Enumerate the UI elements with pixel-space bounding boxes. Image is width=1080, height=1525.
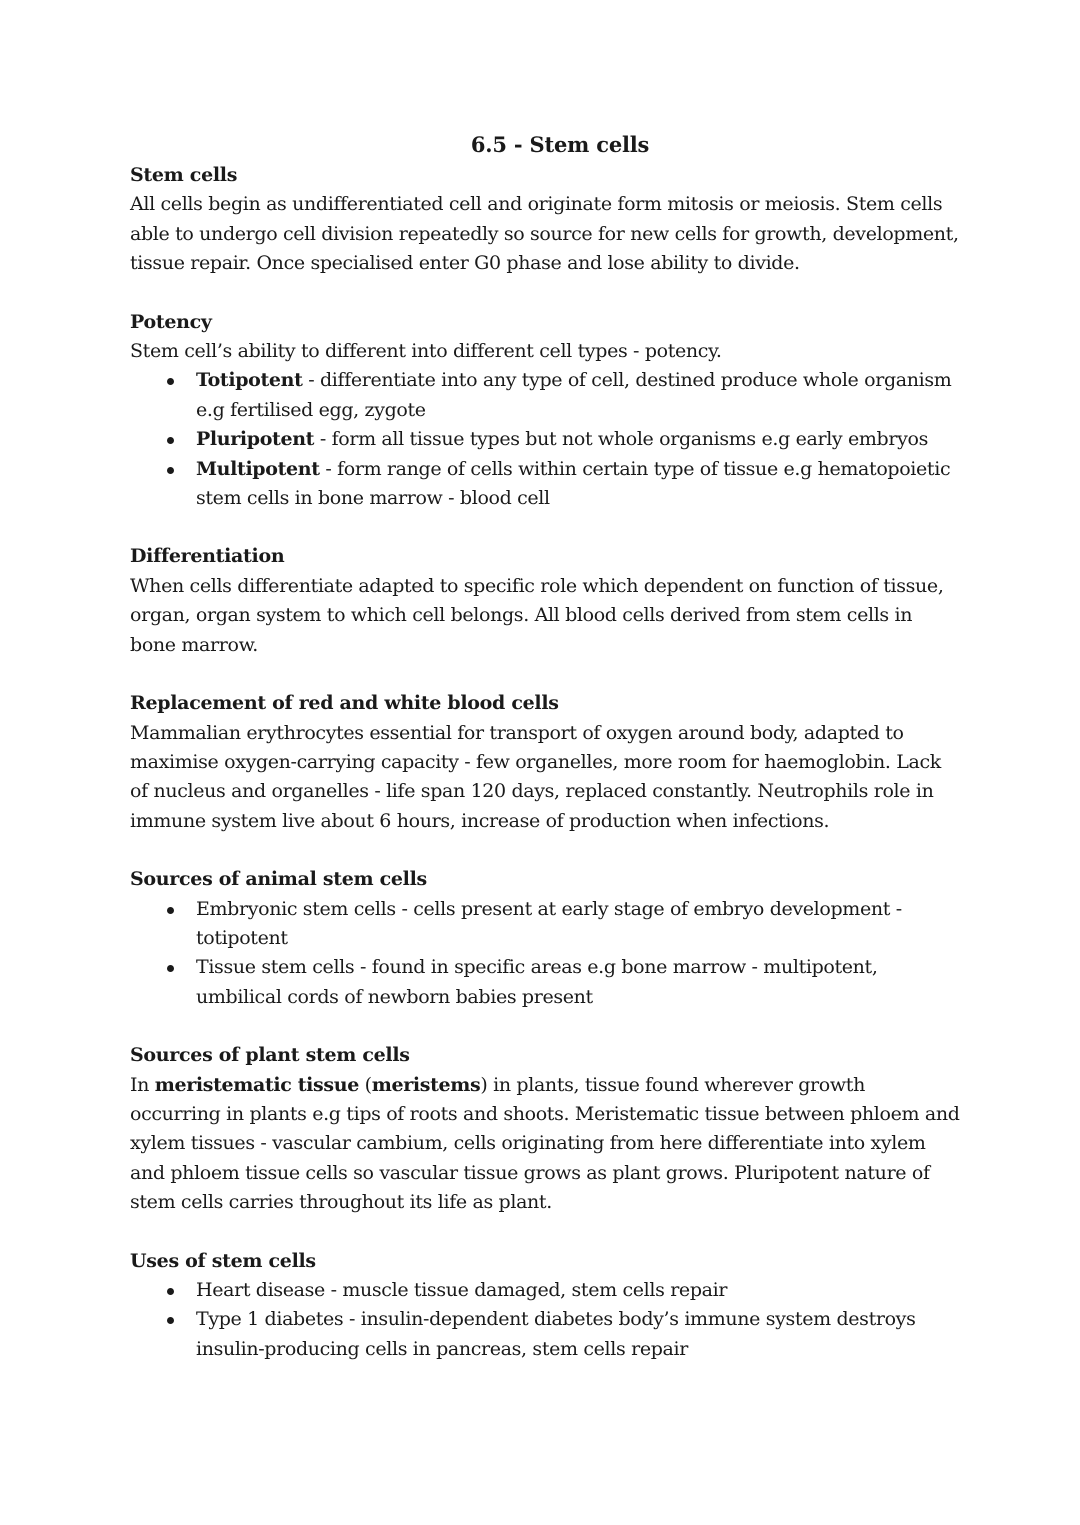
bullet-icon [167, 437, 174, 444]
term-description: - form all tissue types but not whole organisms e.g early embryos [314, 428, 928, 451]
section-heading: Sources of animal stem cells [130, 868, 427, 891]
bullet-icon [167, 907, 174, 914]
bullet-icon [167, 965, 174, 972]
list-item-text: Tissue stem cells - found in specific areas e.g bone marrow - multipotent, umbilical cords of newborn babies present [196, 956, 878, 1008]
uses-list [130, 1276, 960, 1364]
bullet-icon [167, 378, 174, 385]
term-bold: meristems [371, 1073, 481, 1096]
section-paragraph: Stem cell’s ability to different into different cell types - potency. [130, 340, 722, 363]
section-paragraph: All cells begin as undifferentiated cell and originate form mitosis or meiosis. Stem cells able to undergo cell division repeatedly so source for new cells for growth, development, tissue repair. Once specialised enter G0 phase and lose ability to divide. [130, 193, 959, 275]
section-blood-cell-replacement [130, 689, 960, 836]
potency-list [130, 366, 960, 513]
section-paragraph [130, 1071, 960, 1218]
bullet-icon [167, 467, 174, 474]
list-item-text: Embryonic stem cells - cells present at early stage of embryo development - totipotent [196, 897, 902, 949]
list-item [130, 1276, 960, 1305]
section-paragraph: Mammalian erythrocytes essential for transport of oxygen around body, adapted to maximise oxygen-carrying capacity - few organelles, more room for haemoglobin. Lack of nucleus and organelles - life span 120 days, replaced constantly. Neutrophils role in immune system live about 6 hours, increase of production when infections. [130, 721, 941, 832]
text-run: In [130, 1073, 155, 1096]
section-uses [130, 1247, 960, 1365]
document-page [130, 128, 960, 1393]
bullet-icon [167, 1317, 174, 1324]
term-bold: Totipotent [196, 369, 303, 392]
page-title: 6.5 - Stem cells [470, 132, 650, 157]
section-heading: Replacement of red and white blood cells [130, 692, 559, 715]
section-potency [130, 308, 960, 514]
term-description: - form range of cells within certain type of tissue e.g hematopoietic stem cells in bone marrow - blood cell [196, 457, 951, 510]
list-item [130, 1305, 960, 1364]
section-differentiation [130, 542, 960, 660]
term-description: - differentiate into any type of cell, destined produce whole organism e.g fertilised egg, zygote [196, 369, 952, 421]
animal-sources-list [130, 895, 960, 1013]
text-run: ) in plants, tissue found wherever growth occurring in plants e.g tips of roots and shoots. Meristematic tissue between phloem and xylem tissues - vascular cambium, cells originating from here differentiate into xylem and phloem tissue cells so vascular tissue grows as plant grows. Pluripotent nature of stem cells carries throughout its life as plant. [130, 1073, 960, 1214]
list-item-text: Type 1 diabetes - insulin-dependent diabetes body’s immune system destroys insulin-producing cells in pancreas, stem cells repair [196, 1308, 916, 1360]
bullet-icon [167, 1288, 174, 1295]
section-heading: Differentiation [130, 545, 285, 568]
section-heading: Stem cells [130, 164, 238, 186]
list-item [130, 425, 960, 454]
list-item [130, 953, 960, 1012]
list-item [130, 895, 960, 954]
text-run: ( [358, 1073, 372, 1096]
term-bold: Multipotent [196, 457, 320, 480]
section-plant-sources [130, 1041, 960, 1217]
section-heading: Potency [130, 310, 212, 333]
list-item [130, 366, 960, 425]
list-item [130, 455, 960, 514]
term-bold: meristematic tissue [154, 1073, 359, 1096]
section-stem-cells [130, 161, 960, 279]
section-paragraph: When cells differentiate adapted to specific role which dependent on function of tissue, organ, organ system to which cell belongs. All blood cells derived from stem cells in bone marrow. [130, 574, 944, 656]
section-animal-sources [130, 865, 960, 1012]
term-bold: Pluripotent [196, 428, 315, 451]
section-heading: Uses of stem cells [130, 1249, 316, 1272]
list-item-text: Heart disease - muscle tissue damaged, stem cells repair [196, 1279, 728, 1301]
section-heading: Sources of plant stem cells [130, 1044, 410, 1067]
